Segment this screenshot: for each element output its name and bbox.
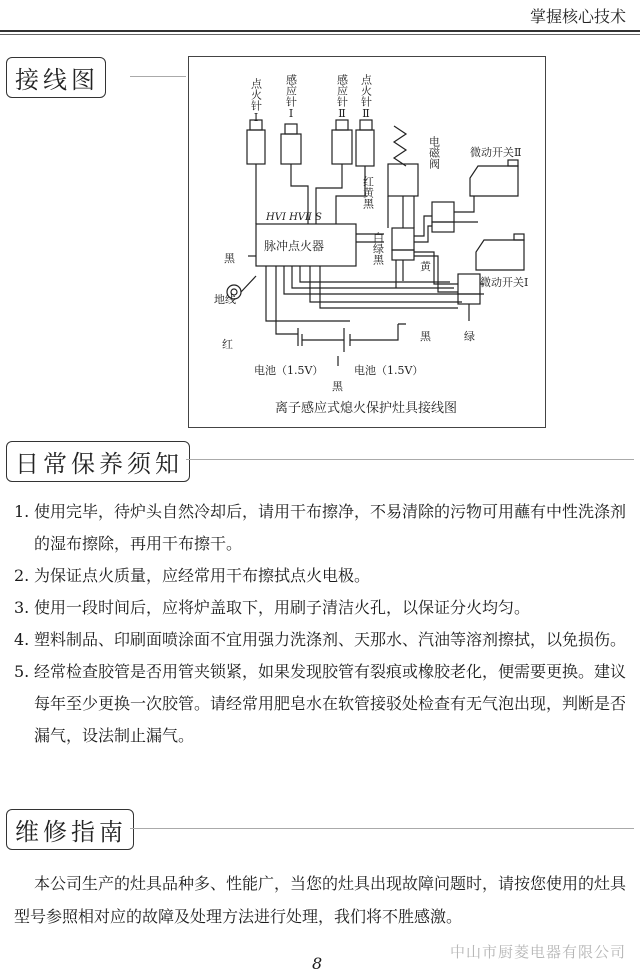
ignition-pin-1-icon — [247, 120, 265, 164]
label-igniter: 脉冲点火器 — [264, 239, 325, 253]
label-micro-switch-2: 微动开关Ⅱ — [470, 146, 522, 159]
label-sensing-pin-2: 感应针Ⅱ — [335, 74, 349, 120]
section-rule-wiring — [130, 76, 186, 77]
label-red-yellow-black: 红黄黑 — [361, 176, 375, 209]
repair-paragraph: 本公司生产的灶具品种多、性能广，当您的灶具出现故障问题时，请按您使用的灶具型号参照相对应的故障及处理方法进行处理，我们将不胜感激。 — [14, 874, 627, 926]
item-text: 塑料制品、印刷面喷涂面不宜用强力洗涤剂、天那水、汽油等溶剂擦拭，以免损伤。 — [34, 630, 627, 649]
label-sensing-pin-1: 感应针Ⅰ — [284, 74, 298, 120]
label-ignition-pin-2: 点火针Ⅱ — [359, 74, 373, 120]
connector-block-2 — [432, 202, 454, 232]
section-title-wiring: 接线图 — [6, 57, 106, 98]
item-text: 经常检查胶管是否用管夹锁紧，如果发现胶管有裂痕或橡胶老化，便需要更换。建议每年至少更换一次胶管。请经常用肥皂水在软管接驳处检查有无气泡出现，判断是否漏气，设法制止漏气。 — [34, 662, 627, 745]
item-text: 使用完毕，待炉头自然冷却后，请用干布擦净，不易清除的污物可用蘸有中性洗涤剂的湿布擦除，再用干布擦干。 — [34, 502, 627, 553]
maintenance-item — [14, 624, 634, 656]
label-solenoid-valve: 电磁阀 — [427, 136, 441, 169]
maintenance-list — [14, 496, 634, 752]
section-title-maintenance: 日常保养须知 — [6, 441, 190, 482]
connector-block-1 — [392, 228, 414, 260]
section-rule-repair — [130, 828, 634, 829]
battery-wiring — [266, 266, 406, 366]
header-rule — [0, 30, 640, 32]
label-ignition-pin-1: 点火针Ⅰ — [249, 78, 263, 124]
page-header-title: 掌握核心技术 — [529, 7, 626, 26]
section-title-repair: 维修指南 — [6, 809, 134, 850]
label-battery-1: 电池（1.5V） — [254, 364, 324, 377]
item-number: 5. — [14, 662, 30, 681]
micro-switch-1-icon — [476, 234, 524, 270]
company-watermark: 中山市厨菱电器有限公司 — [449, 943, 626, 961]
micro-switch-2-icon — [470, 160, 518, 196]
section-rule-maintenance — [186, 459, 634, 460]
maintenance-item — [14, 656, 634, 752]
label-black-right: 黑 — [420, 330, 431, 343]
item-number: 1. — [14, 502, 30, 521]
ignition-pin-2-icon — [356, 120, 374, 166]
item-number: 4. — [14, 630, 30, 649]
label-yellow: 黄 — [420, 260, 431, 273]
label-green: 绿 — [464, 330, 475, 343]
diagram-caption: 离子感应式熄火保护灶具接线图 — [274, 401, 458, 416]
header-rule-thin — [0, 34, 640, 35]
connector-block-3 — [458, 274, 480, 304]
page-number: 8 — [312, 954, 323, 973]
label-white-green-black: 白绿黑 — [371, 232, 385, 265]
maintenance-item — [14, 560, 634, 592]
item-number: 3. — [14, 598, 30, 617]
label-igniter-ports: HVⅠ HVⅡ S — [266, 212, 322, 223]
label-battery-2: 电池（1.5V） — [354, 364, 424, 377]
sensing-pin-1-icon — [281, 124, 301, 164]
label-red: 红 — [222, 338, 233, 351]
sensing-pin-2-icon — [332, 120, 352, 164]
maintenance-item — [14, 496, 634, 560]
item-text: 使用一段时间后，应将炉盖取下，用刷子清洁火孔，以保证分火均匀。 — [34, 598, 531, 617]
label-micro-switch-1: 微动开关Ⅰ — [480, 276, 529, 289]
label-black-bottom: 黑 — [332, 380, 343, 393]
solenoid-valve-icon — [388, 126, 418, 196]
item-number: 2. — [14, 566, 30, 585]
wiring-diagram — [188, 56, 544, 426]
maintenance-item — [14, 592, 634, 624]
label-ground: 地线 — [214, 293, 236, 306]
label-black-left: 黑 — [224, 252, 235, 265]
item-text: 为保证点火质量，应经常用干布擦拭点火电极。 — [34, 566, 371, 585]
